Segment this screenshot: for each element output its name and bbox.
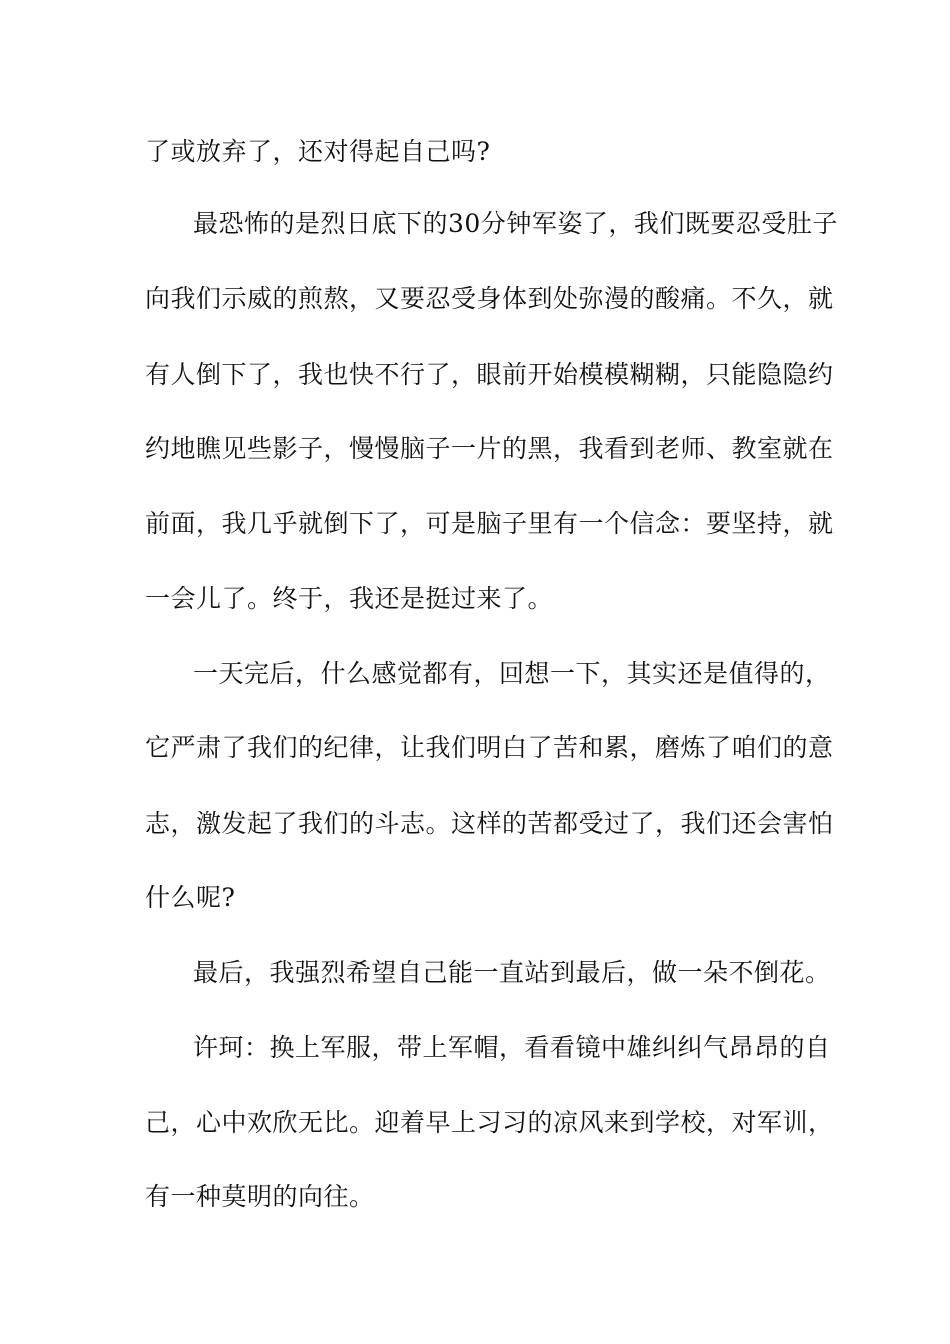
text-line-3: 向我们示威的煎熬，又要忍受身体到处弥漫的酸痛。不久，就 [145, 284, 834, 313]
text-line-1: 了或放弃了，还对得起自己吗? [145, 137, 491, 166]
text-line-7: 一会儿了。终于，我还是挺过来了。 [145, 584, 554, 613]
text-line-14: 己，心中欢欣无比。迎着早上习习的凉风来到学校，对军训， [145, 1108, 834, 1137]
text-line-10: 志，激发起了我们的斗志。这样的苦都受过了，我们还会害怕 [145, 809, 834, 838]
paragraph-start-line: 许珂：换上军服，带上军帽，看看镜中雄纠纠气昂昂的自 [193, 1033, 831, 1062]
text-line-15: 有一种莫明的向往。 [145, 1182, 375, 1211]
paragraph-start-line: 一天完后，什么感觉都有，回想一下，其实还是值得的， [193, 659, 831, 688]
paragraph-start-line: 最后，我强烈希望自己能一直站到最后，做一朵不倒花。 [193, 958, 831, 987]
text-line-11: 什么呢? [145, 883, 236, 912]
text-line-6: 前面，我几乎就倒下了，可是脑子里有一个信念：要坚持，就 [145, 509, 834, 538]
paragraph-start-line: 最恐怖的是烈日底下的30分钟军姿了，我们既要忍受肚子 [193, 209, 838, 238]
text-line-9: 它严肃了我们的纪律，让我们明白了苦和累，磨炼了咱们的意 [145, 733, 834, 762]
text-line-4: 有人倒下了，我也快不行了，眼前开始模模糊糊，只能隐隐约 [145, 360, 834, 389]
text-line-5: 约地瞧见些影子，慢慢脑子一片的黑，我看到老师、教室就在 [145, 434, 834, 463]
